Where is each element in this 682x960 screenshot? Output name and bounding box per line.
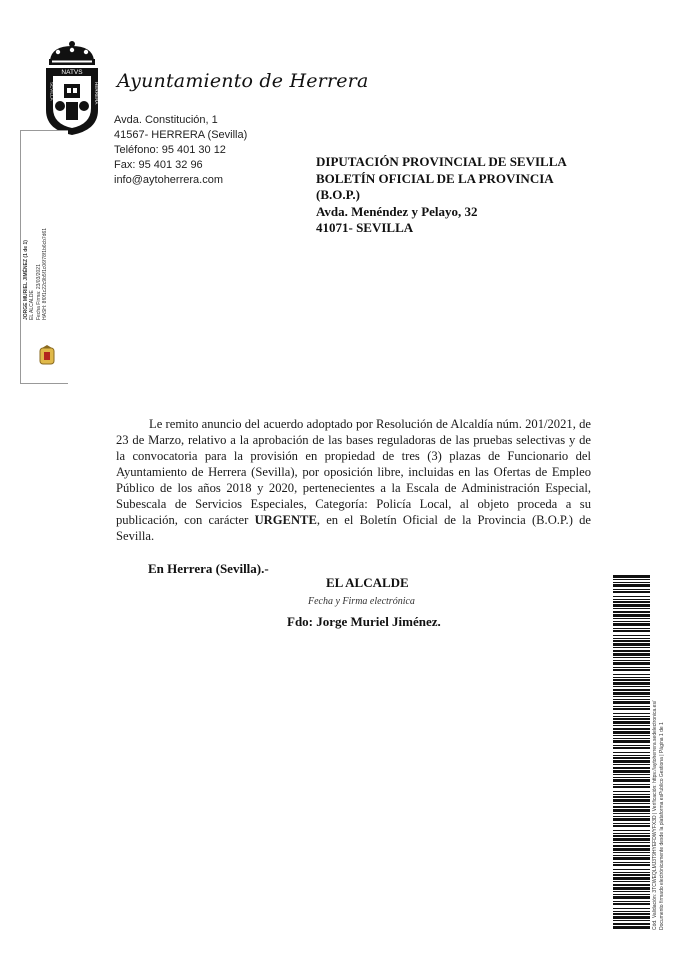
signature-role: EL ALCALDE <box>29 290 36 320</box>
address-email[interactable]: info@aytoherrera.com <box>114 174 223 186</box>
signature-date: Fecha Firma: 23/03/2021 <box>35 264 42 320</box>
address-street: Avda. Constitución, 1 <box>114 114 218 126</box>
signature-signer: JORGE MURIEL JIMÉNEZ (1 de 1) <box>23 240 29 320</box>
electronic-signature-text <box>23 228 49 320</box>
signature-note: Fecha y Firma electrónica <box>308 596 415 607</box>
address-phone: Teléfono: 95 401 30 12 <box>114 144 226 156</box>
svg-text:HERRERA: HERRERA <box>94 82 99 105</box>
recipient-block <box>316 154 567 237</box>
address-city: 41567- HERRERA (Sevilla) <box>114 129 248 141</box>
svg-text:SEVILLA: SEVILLA <box>49 82 55 101</box>
signatory-title: EL ALCALDE <box>326 575 409 590</box>
validation-barcode <box>613 575 650 930</box>
signatory-name: Fdo: Jorge Muriel Jiménez. <box>287 614 441 629</box>
closing-place: En Herrera (Sevilla).- <box>148 561 269 576</box>
validation-code[interactable]: Cód. Validación: 3TCWEQLMJ3T9HYEFDWYFX3D | Verificación: https://aytoherrera.sedelectronica.es/ <box>652 700 658 930</box>
recipient-line: 41071- SEVILLA <box>316 220 414 235</box>
urgent-label: URGENTE <box>254 513 317 528</box>
svg-text:NATVS: NATVS <box>61 69 83 76</box>
recipient-line: BOLETÍN OFICIAL DE LA PROVINCIA <box>316 170 554 186</box>
recipient-line: (B.O.P.) <box>316 187 360 202</box>
address-fax: Fax: 95 401 32 96 <box>114 159 203 171</box>
recipient-line: Avda. Menéndez y Pelayo, 32 <box>316 203 478 219</box>
recipient-line: DIPUTACIÓN PROVINCIAL DE SEVILLA <box>316 154 567 169</box>
validation-platform: Documento firmado electrónicamente desde la plataforma esPublico Gestiona | Página 1 de 1 <box>659 722 665 930</box>
sender-address <box>114 113 247 188</box>
signature-hash: HASH: 8f0f1c22c9b5f1c06f78f1b6cb7d61 <box>42 227 49 320</box>
seal-icon <box>36 345 58 367</box>
validation-text <box>652 701 666 930</box>
municipal-crest-logo <box>40 36 104 136</box>
body-paragraph: Le remito anuncio del acuerdo adoptado por Resolución de Alcaldía núm. 201/2021, de 23 de Marzo, relativo a la aprobación de las bases reguladoras de las pruebas selectivas y de la convocatoria para la provisión en propiedad de tres (3) plazas de Funcionario del Ayuntamiento de Herrera (Sevilla), por oposición libre, incluidas en las Ofertas de Empleo Público de los años 2018 y 2020, pertenecientes a la Escala de Administración Especial, Subescala de Servicios Especiales, Categoría: Policía Local, al objeto proceda a su publicación, con carácter URGENTE, en el Boletín Oficial de la Provincia (B.O.P.) de Sevilla. <box>116 416 591 544</box>
organization-name: Ayuntamiento de Herrera <box>117 70 369 92</box>
